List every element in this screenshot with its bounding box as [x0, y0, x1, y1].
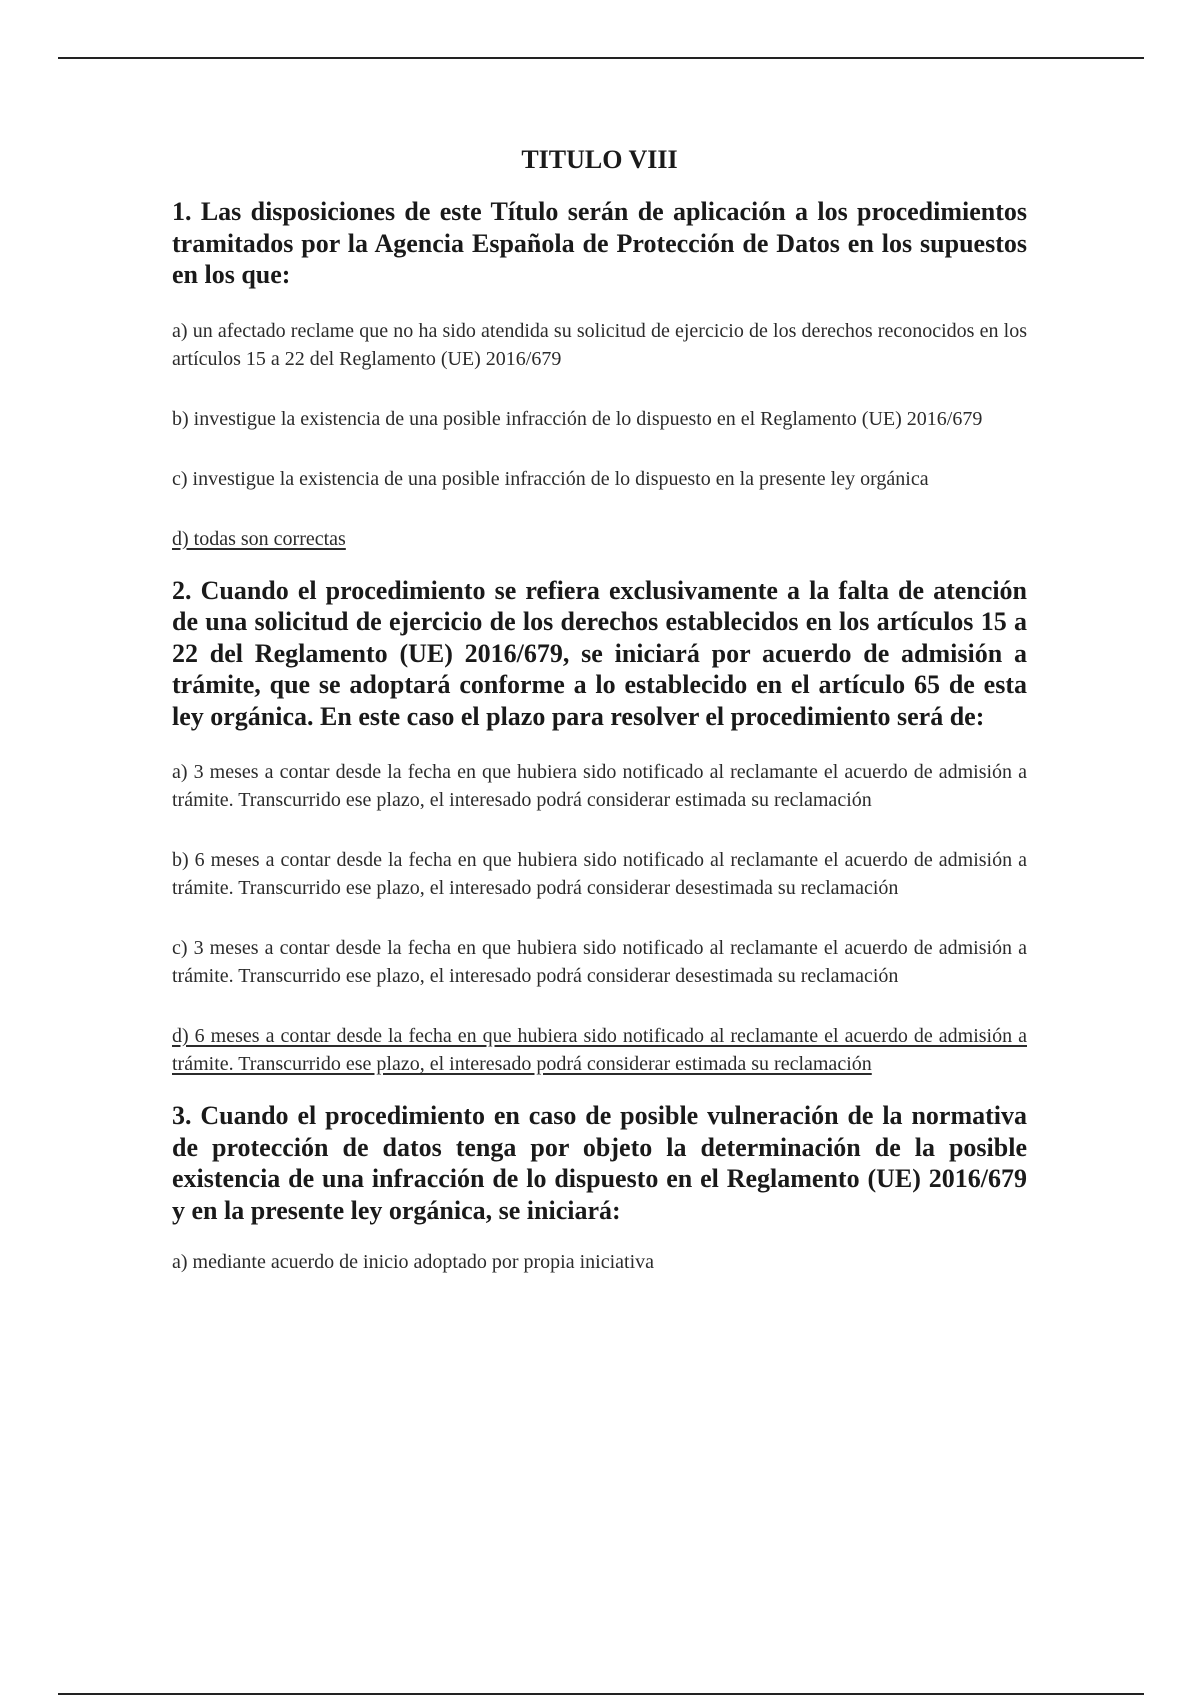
document-body	[172, 140, 1027, 1276]
question-1: 1. Las disposiciones de este Título serán de aplicación a los procedimientos tramitados por la Agencia Española de Protección de Datos en los supuestos en los que:	[172, 197, 1027, 289]
section-title: TITULO VIII	[521, 145, 678, 174]
page-bottom-rule	[58, 1693, 1144, 1695]
question-2-option-a: a) 3 meses a contar desde la fecha en que hubiera sido notificado al reclamante el acuerdo de admisión a trámite. Transcurrido ese plazo, el interesado podrá considerar estimada su reclamación	[172, 761, 1027, 811]
question-2-option-c: c) 3 meses a contar desde la fecha en que hubiera sido notificado al reclamante el acuerdo de admisión a trámite. Transcurrido ese plazo, el interesado podrá considerar desestimada su reclamación	[172, 937, 1027, 987]
question-3: 3. Cuando el procedimiento en caso de posible vulneración de la normativa de protección de datos tenga por objeto la determinación de la posible existencia de una infracción de lo dispuesto en el Reglamento (UE) 2016/679 y en la presente ley orgánica, se iniciará:	[172, 1101, 1027, 1225]
question-2-option-b: b) 6 meses a contar desde la fecha en que hubiera sido notificado al reclamante el acuerdo de admisión a trámite. Transcurrido ese plazo, el interesado podrá considerar desestimada su reclamación	[172, 849, 1027, 899]
page-top-rule	[58, 57, 1144, 59]
question-2-option-d-correct: d) 6 meses a contar desde la fecha en que hubiera sido notificado al reclamante el acuerdo de admisión a trámite. Transcurrido ese plazo, el interesado podrá considerar estimada su reclamación	[172, 1025, 1027, 1075]
question-1-option-b: b) investigue la existencia de una posible infracción de lo dispuesto en el Reglamento (UE) 2016/679	[172, 407, 983, 430]
question-2: 2. Cuando el procedimiento se refiera exclusivamente a la falta de atención de una solicitud de ejercicio de los derechos establecidos en los artículos 15 a 22 del Reglamento (UE) 2016/679, se iniciará por acuerdo de admisión a trámite, que se adoptará conforme a lo establecido en el artículo 65 de esta ley orgánica. En este caso el plazo para resolver el procedimiento será de:	[172, 575, 1027, 731]
question-1-option-a: a) un afectado reclame que no ha sido atendida su solicitud de ejercicio de los derechos reconocidos en los artículos 15 a 22 del Reglamento (UE) 2016/679	[172, 319, 1027, 370]
question-1-option-d-correct: d) todas son correctas	[172, 527, 346, 550]
question-1-option-c: c) investigue la existencia de una posible infracción de lo dispuesto en la presente ley orgánica	[172, 467, 929, 490]
question-3-option-a: a) mediante acuerdo de inicio adoptado por propia iniciativa	[172, 1251, 655, 1273]
